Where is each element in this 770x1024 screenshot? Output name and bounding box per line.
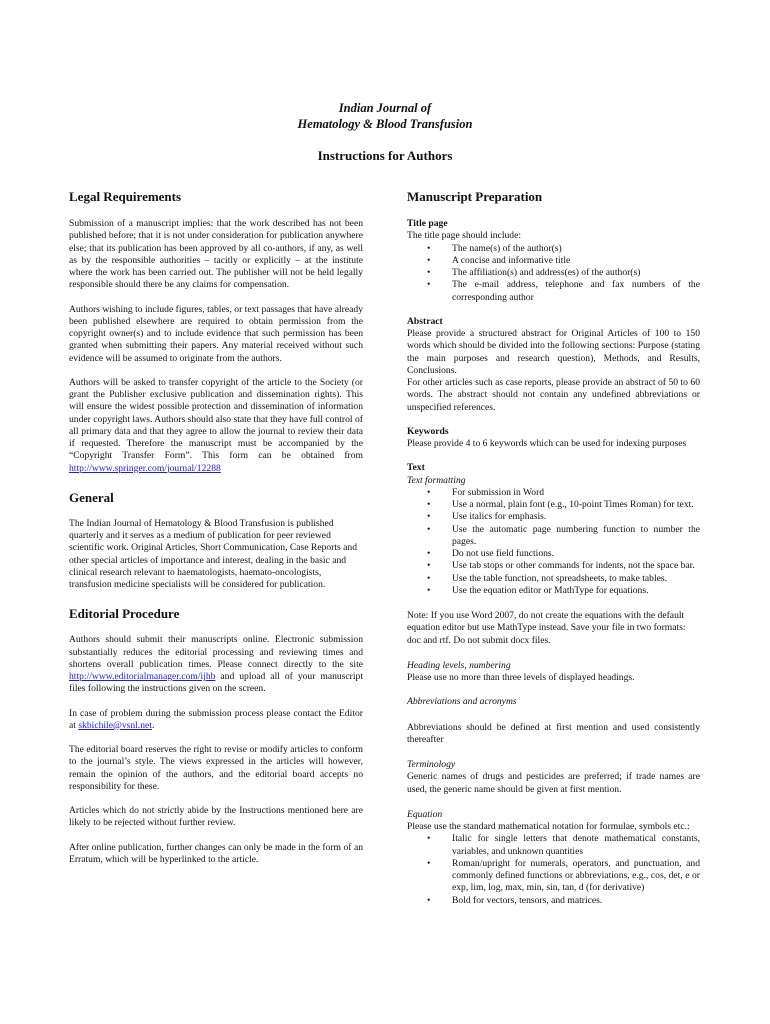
abbreviations-heading: Abbreviations and acronyms	[407, 696, 517, 708]
list-item: • Use tab stops or other commands for indents, not the space bar.	[407, 560, 700, 572]
editorial-manager-link[interactable]: http://www.editorialmanager.com/ijhb	[69, 671, 216, 682]
document-title: Instructions for Authors	[317, 148, 453, 163]
title-page-intro: The title page should include:	[407, 230, 522, 242]
abstract-paragraph-2: For other articles such as case reports, please provide an abstract of 50 to 60 words. The abstract should not contain any undefined abbreviations or unspecified references.	[407, 377, 700, 413]
list-item: • Do not use field functions.	[407, 548, 700, 560]
editorial-paragraph-2-end: .	[151, 719, 155, 731]
list-item: • A concise and informative title	[407, 255, 700, 267]
legal-paragraph-3	[69, 377, 363, 475]
editorial-paragraph-1-end: and upload all of your manuscript files following the instructions given on the screen.	[69, 671, 363, 695]
abstract-paragraph-1: Please provide a structured abstract for Original Articles of 100 to 150 words which should be divided into the following sections: Purpose (stating the main purposes and research question), Methods, and Results, Conclusions.	[407, 328, 700, 376]
text-formatting-heading: Text formatting	[407, 474, 466, 486]
list-item: • Use a normal, plain font (e.g., 10-point Times Roman) for text.	[407, 499, 700, 511]
list-item: • Use the equation editor or MathType for equations.	[407, 585, 700, 597]
manuscript-preparation-heading: Manuscript Preparation	[407, 189, 543, 204]
right-column	[407, 189, 700, 907]
springer-journal-link[interactable]: http://www.springer.com/journal/12288	[69, 462, 221, 474]
general-heading: General	[69, 489, 114, 505]
list-item: • Bold for vectors, tensors, and matrices.	[407, 895, 700, 907]
title-page-list	[407, 243, 700, 304]
keywords-heading: Keywords	[407, 425, 449, 437]
editorial-procedure-heading: Editorial Procedure	[69, 606, 180, 622]
keywords-paragraph: Please provide 4 to 6 keywords which can be used for indexing purposes	[407, 438, 687, 449]
equation-list	[407, 833, 700, 907]
title-page-heading: Title page	[407, 218, 448, 229]
terminology-paragraph: Generic names of drugs and pesticides are preferred; if trade names are used, the generic name should be given at first mention.	[407, 771, 700, 795]
abstract-heading: Abstract	[407, 315, 443, 327]
heading-levels-heading: Heading levels, numbering	[407, 659, 511, 671]
list-item: • Use the table function, not spreadsheets, to make tables.	[407, 573, 700, 585]
word-2007-note: Note: If you use Word 2007, do not create the equations with the default equation editor but use MathType instead. Save your file in two formats: doc and rtf. Do not submit docx files.	[407, 610, 686, 646]
text-formatting-list	[407, 487, 700, 597]
abbreviations-paragraph: Abbreviations should be defined at first mention and used consistently thereafter	[407, 721, 700, 745]
journal-title-line1: Indian Journal of	[338, 101, 432, 115]
journal-title-line2: Hematology & Blood Transfusion	[297, 117, 473, 131]
legal-requirements-heading: Legal Requirements	[69, 189, 182, 204]
heading-levels-paragraph: Please use no more than three levels of displayed headings.	[407, 672, 635, 683]
editorial-paragraph-5: After online publication, further changes can only be made in the form of an Erratum, which will be hyperlinked to the article.	[69, 841, 363, 865]
terminology-heading: Terminology	[407, 759, 456, 770]
editorial-paragraph-1-text: Authors should submit their manuscripts online. Electronic submission substantially reduces the editorial processing and reviewing times and shortens overall publication times. Please connect directly to the site	[69, 634, 363, 670]
equation-heading: Equation	[407, 808, 443, 820]
editor-email-link[interactable]: skbichile@vsnl.net	[78, 719, 152, 731]
left-column	[69, 189, 363, 866]
equation-paragraph: Please use the standard mathematical notation for formulae, symbols etc.:	[407, 821, 690, 832]
list-item: • Italic for single letters that denote mathematical constants, variables, and unknown quantities	[407, 833, 700, 858]
general-paragraph: The Indian Journal of Hematology & Blood Transfusion is published quarterly and it serves as a medium of publication for peer reviewed scientific work. Original Articles, Short Communication, Case Reports and other special articles of importance and interest, dealing in the basic and clinical research relevant to haematologists, haemato-oncologists, transfusion medicine specialists will be considered for publication.	[69, 517, 358, 590]
list-item: • Roman/upright for numerals, operators, and punctuation, and commonly defined functions or abbreviations, e.g., cos, det, e or exp, lim, log, max, min, sin, tan, d (for derivative)	[407, 858, 700, 895]
list-item: • For submission in Word	[407, 487, 700, 499]
legal-paragraph-3-text: Authors will be asked to transfer copyright of the article to the Society (or grant the Publisher exclusive publication and dissemination rights). This will ensure the widest possible protection and dissemination of information under copyright laws. Authors should also state that they have full control of all primary data and that they agree to allow the journal to review their data if requested. Therefore the manuscript must be accompanied by the “Copyright Transfer Form”. This form can be obtained from	[69, 376, 363, 462]
list-item: • The name(s) of the author(s)	[407, 243, 700, 255]
list-item: • Use italics for emphasis.	[407, 511, 700, 523]
editorial-paragraph-3: The editorial board reserves the right to revise or modify articles to conform to the journal’s style. The views expressed in the articles will however, remain the opinion of the authors, and the editorial board accepts no responsibility for these.	[69, 744, 363, 792]
editorial-paragraph-4: Articles which do not strictly abide by the Instructions mentioned here are likely to be rejected without further review.	[69, 805, 363, 829]
list-item: • The affiliation(s) and address(es) of the author(s)	[407, 267, 700, 279]
editorial-paragraph-2	[69, 708, 363, 733]
editorial-paragraph-1	[69, 634, 363, 695]
list-item: • Use the automatic page numbering function to number the pages.	[407, 524, 700, 549]
list-item: • The e-mail address, telephone and fax numbers of the corresponding author	[407, 279, 700, 304]
editorial-paragraph-2-text: In case of problem during the submission process please contact the Editor at	[69, 707, 363, 731]
text-heading: Text	[407, 462, 425, 474]
legal-paragraph-1: Submission of a manuscript implies: that the work described has not been published before; that it is not under consideration for publication anywhere else; that its publication has been approved by all co-authors, if any, as well as by the responsible authorities – tacitly or explicitly – at the institute where the work has been carried out. The publisher will not be held legally responsible should there be any claims for compensation.	[69, 218, 363, 291]
legal-paragraph-2: Authors wishing to include figures, tables, or text passages that have already been published elsewhere are required to obtain permission from the copyright owner(s) and to include evidence that such permission has been granted when submitting their papers. Any material received without such evidence will be assumed to originate from the authors.	[69, 303, 363, 364]
